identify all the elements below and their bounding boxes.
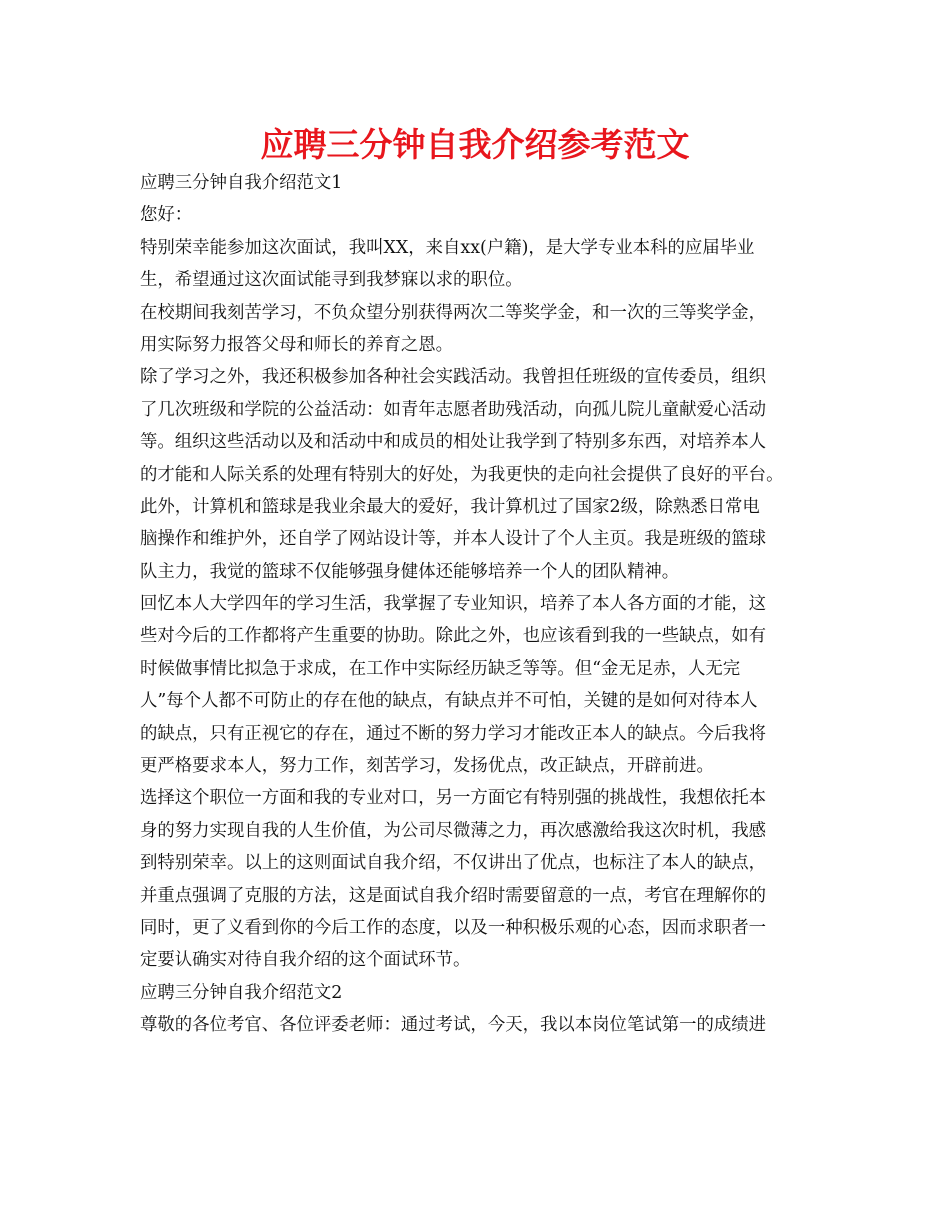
text-line: 了几次班级和学院的公益活动：如青年志愿者助残活动，向孤儿院儿童献爱心活动 — [140, 399, 767, 420]
text-line: 些对今后的工作都将产生重要的协助。除此之外，也应该看到我的一些缺点，如有 — [140, 626, 767, 647]
text-line: 在校期间我刻苦学习，不负众望分别获得两次二等奖学金，和一次的三等奖学金， — [140, 302, 767, 323]
text-line: 人”每个人都不可防止的存在他的缺点，有缺点并不可怕，关键的是如何对待本人 — [140, 691, 758, 712]
text-line: 尊敬的各位考官、各位评委老师：通过考试，今天，我以本岗位笔试第一的成绩进 — [140, 1015, 767, 1036]
text-line: 定要认确实对待自我介绍的这个面试环节。 — [140, 950, 471, 971]
text-line: 脑操作和维护外，还自学了网站设计等，并本人设计了个人主页。我是班级的篮球 — [140, 529, 767, 550]
text-line: 更严格要求本人，努力工作，刻苦学习，发扬优点，改正缺点，开辟前进。 — [140, 756, 714, 777]
text-line: 此外，计算机和篮球是我业余最大的爱好，我计算机过了国家2级，除熟悉日常电 — [140, 496, 760, 517]
text-line: 时候做事情比拟急于求成，在工作中实际经历缺乏等等。但“金无足赤，人无完 — [140, 658, 741, 679]
text-line: 同时，更了义看到你的今后工作的态度，以及一种积极乐观的心态，因而求职者一 — [140, 917, 767, 938]
text-line: 生，希望通过这次面试能寻到我梦寐以求的职位。 — [140, 270, 523, 291]
text-line: 队主力，我觉的篮球不仅能够强身健体还能够培养一个人的团队精神。 — [140, 561, 680, 582]
document-title: 应聘三分钟自我介绍参考范文 — [260, 125, 690, 164]
text-line: 的缺点，只有正视它的存在，通过不断的努力学习才能改正本人的缺点。今后我将 — [140, 723, 767, 744]
text-line: 应聘三分钟自我介绍范文1 — [140, 173, 343, 193]
text-line: 选择这个职位一方面和我的专业对口，另一方面它有特别强的挑战性，我想依托本 — [140, 788, 767, 809]
text-line: 身的努力实现自我的人生价值，为公司尽微薄之力，再次感激给我这次时机，我感 — [140, 820, 767, 841]
text-line: 回忆本人大学四年的学习生活，我掌握了专业知识，培养了本人各方面的才能，这 — [140, 594, 767, 615]
text-line: 到特别荣幸。以上的这则面试自我介绍，不仅讲出了优点，也标注了本人的缺点， — [140, 853, 767, 874]
text-line: 的才能和人际关系的处理有特别大的好处，为我更快的走向社会提供了良好的平台。 — [140, 464, 784, 485]
text-line: 应聘三分钟自我介绍范文2 — [140, 982, 343, 1003]
document-body — [140, 167, 830, 1042]
text-line: 等。组织这些活动以及和活动中和成员的相处让我学到了特别多东西，对培养本人 — [140, 432, 767, 453]
text-line: 用实际努力报答父母和师长的养育之恩。 — [140, 334, 454, 355]
text-line: 您好： — [140, 205, 193, 226]
text-line: 并重点强调了克服的方法，这是面试自我介绍时需要留意的一点，考官在理解你的 — [140, 885, 767, 906]
text-line: 特别荣幸能参加这次面试，我叫XX，来自xx(户籍)，是大学专业本科的应届毕业 — [140, 237, 755, 258]
text-line: 除了学习之外，我还积极参加各种社会实践活动。我曾担任班级的宣传委员，组织 — [140, 367, 767, 388]
